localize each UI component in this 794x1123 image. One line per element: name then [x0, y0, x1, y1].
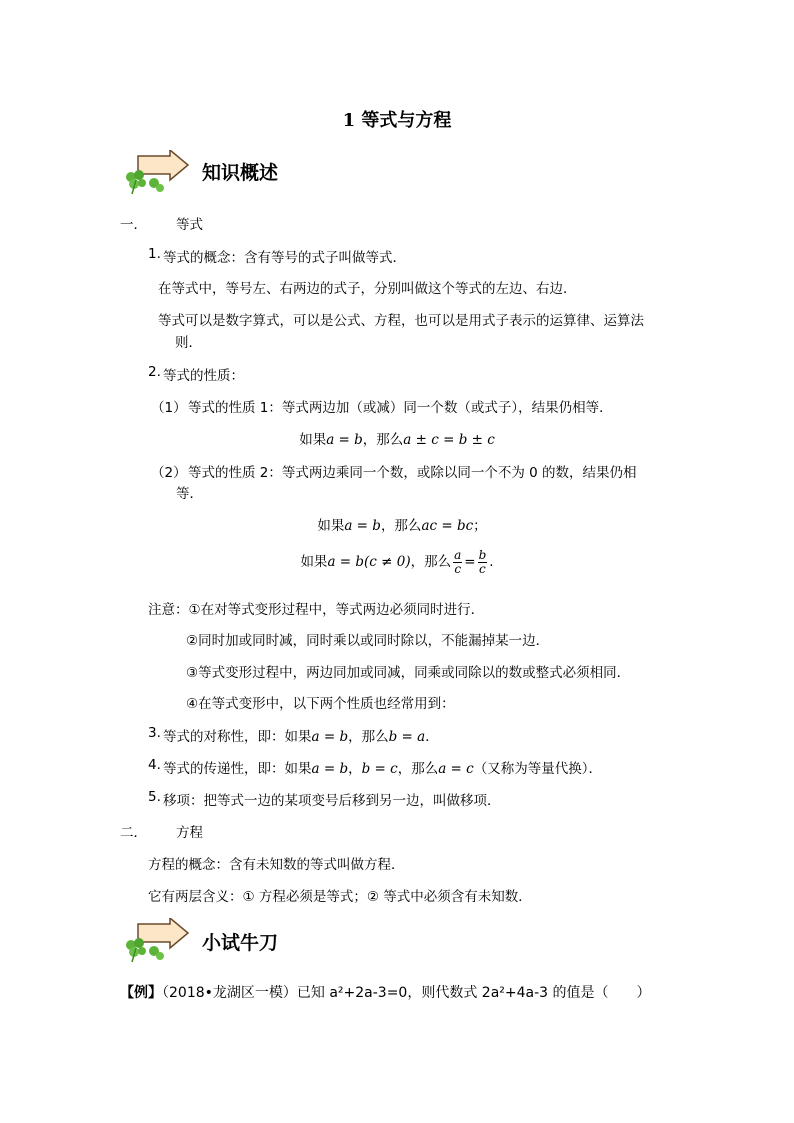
- part2-number: 二．: [120, 825, 147, 841]
- note-1: 注意：①在对等式变形过程中，等式两边必须同时进行．: [148, 602, 485, 618]
- p2b-frac2-den: c: [479, 561, 486, 576]
- example-line: [120, 982, 651, 1002]
- def-number: 1.: [148, 246, 161, 262]
- p2a-cond: a = b: [344, 518, 381, 534]
- part2-heading: 方程: [176, 825, 203, 841]
- equation-meaning: 它有两层含义：① 方程必须是等式；② 等式中必须含有未知数．: [148, 889, 532, 905]
- def-text: 等式的概念：含有等号的式子叫做等式．: [163, 250, 406, 266]
- clover-arrow-icon: [120, 918, 192, 963]
- p1-text: 等式的性质 1：等式两边加（或减）同一个数（或式子），结果仍相等．: [188, 400, 613, 416]
- part1-heading: 等式: [176, 217, 203, 233]
- example-text: （2018•龙湖区一模）已知 a²+2a-3=0，则代数式 2a²+4a-3 的值是（ ）: [162, 985, 651, 1001]
- p2b-end: .: [489, 554, 494, 570]
- trans-cond2: b = c: [361, 761, 398, 777]
- p2b-if: 如果: [300, 554, 328, 570]
- p2-text-line2: 等．: [176, 486, 203, 502]
- clover-arrow-icon: [120, 150, 192, 195]
- move-number: 5.: [148, 789, 161, 805]
- p2b-formula: [0, 544, 794, 580]
- page-title: 1 等式与方程: [342, 110, 452, 131]
- sym-then: ，那么: [348, 729, 389, 745]
- p1-number: （1）: [151, 400, 187, 416]
- p2b-cond: a = b(c ≠ 0): [327, 554, 411, 570]
- p2-number: （2）: [151, 465, 187, 481]
- p2a-then: ，那么: [380, 518, 422, 534]
- example-tag: 【例】: [120, 985, 162, 1001]
- p2b-frac1-num: a: [454, 547, 462, 562]
- p1-formula: [0, 428, 794, 448]
- trans-then: ，那么: [397, 761, 439, 777]
- sym-text: 等式的对称性，即：如果: [163, 729, 312, 745]
- p2b-frac1-den: c: [454, 561, 462, 576]
- p2a-result: ac = bc: [421, 518, 474, 534]
- kinds-text-line1: 等式可以是数字算式，可以是公式、方程，也可以是用式子表示的运算律、运算法: [158, 313, 644, 329]
- p2a-formula: [0, 514, 794, 534]
- p2b-frac2-num: b: [478, 547, 487, 562]
- note-3: ③等式变形过程中，两边同加或同减，同乘或同除以的数或整式必须相同．: [186, 665, 631, 681]
- kinds-text-line2: 则．: [175, 335, 202, 351]
- trans-number: 4.: [148, 757, 161, 773]
- move-text: 移项：把等式一边的某项变号后移到另一边，叫做移项．: [163, 793, 501, 809]
- p2b-fraction-left: [453, 549, 462, 575]
- p1-result: a ± c = b ± c: [403, 432, 495, 448]
- equation-def: 方程的概念：含有未知数的等式叫做方程．: [148, 857, 405, 873]
- prop-number: 2.: [148, 364, 161, 380]
- trans-cond1: a = b: [311, 761, 349, 777]
- sym-cond: a = b: [311, 729, 349, 745]
- p2a-end: ；: [473, 518, 487, 534]
- section-header-overview: [120, 150, 320, 195]
- p2b-fraction-right: [478, 549, 488, 575]
- p1-if: 如果: [299, 432, 327, 448]
- trans-sep: ，: [348, 761, 362, 777]
- trans-note: （又称为等量代换）．: [473, 761, 602, 777]
- sym-result: b = a: [388, 729, 426, 745]
- trans-line: [163, 757, 602, 777]
- prop-heading: 等式的性质：: [163, 368, 244, 384]
- p2a-if: 如果: [317, 518, 345, 534]
- p1-cond: a = b: [326, 432, 363, 448]
- trans-result: a = c: [438, 761, 474, 777]
- part1-number: 一．: [120, 217, 147, 233]
- section-title-overview: 知识概述: [202, 162, 279, 184]
- sides-text: 在等式中，等号左、右两边的式子，分别叫做这个等式的左边、右边．: [158, 281, 577, 297]
- p2-text-line1: 等式的性质 2：等式两边乘同一个数，或除以同一个不为 0 的数，结果仍相: [188, 465, 637, 481]
- sym-end: ．: [425, 729, 439, 745]
- sym-number: 3.: [148, 725, 161, 741]
- section-title-practice: 小试牛刀: [202, 932, 279, 954]
- p1-then: ，那么: [362, 432, 404, 448]
- trans-text: 等式的传递性，即：如果: [163, 761, 312, 777]
- sym-line: [163, 725, 439, 745]
- note-4: ④在等式变形中，以下两个性质也经常用到：: [186, 696, 455, 712]
- p2b-then: ，那么: [410, 554, 452, 570]
- note-2: ②同时加或同时减，同时乘以或同时除以，不能漏掉某一边．: [186, 633, 550, 649]
- p2b-eq: =: [464, 554, 476, 570]
- section-header-practice: [120, 918, 320, 963]
